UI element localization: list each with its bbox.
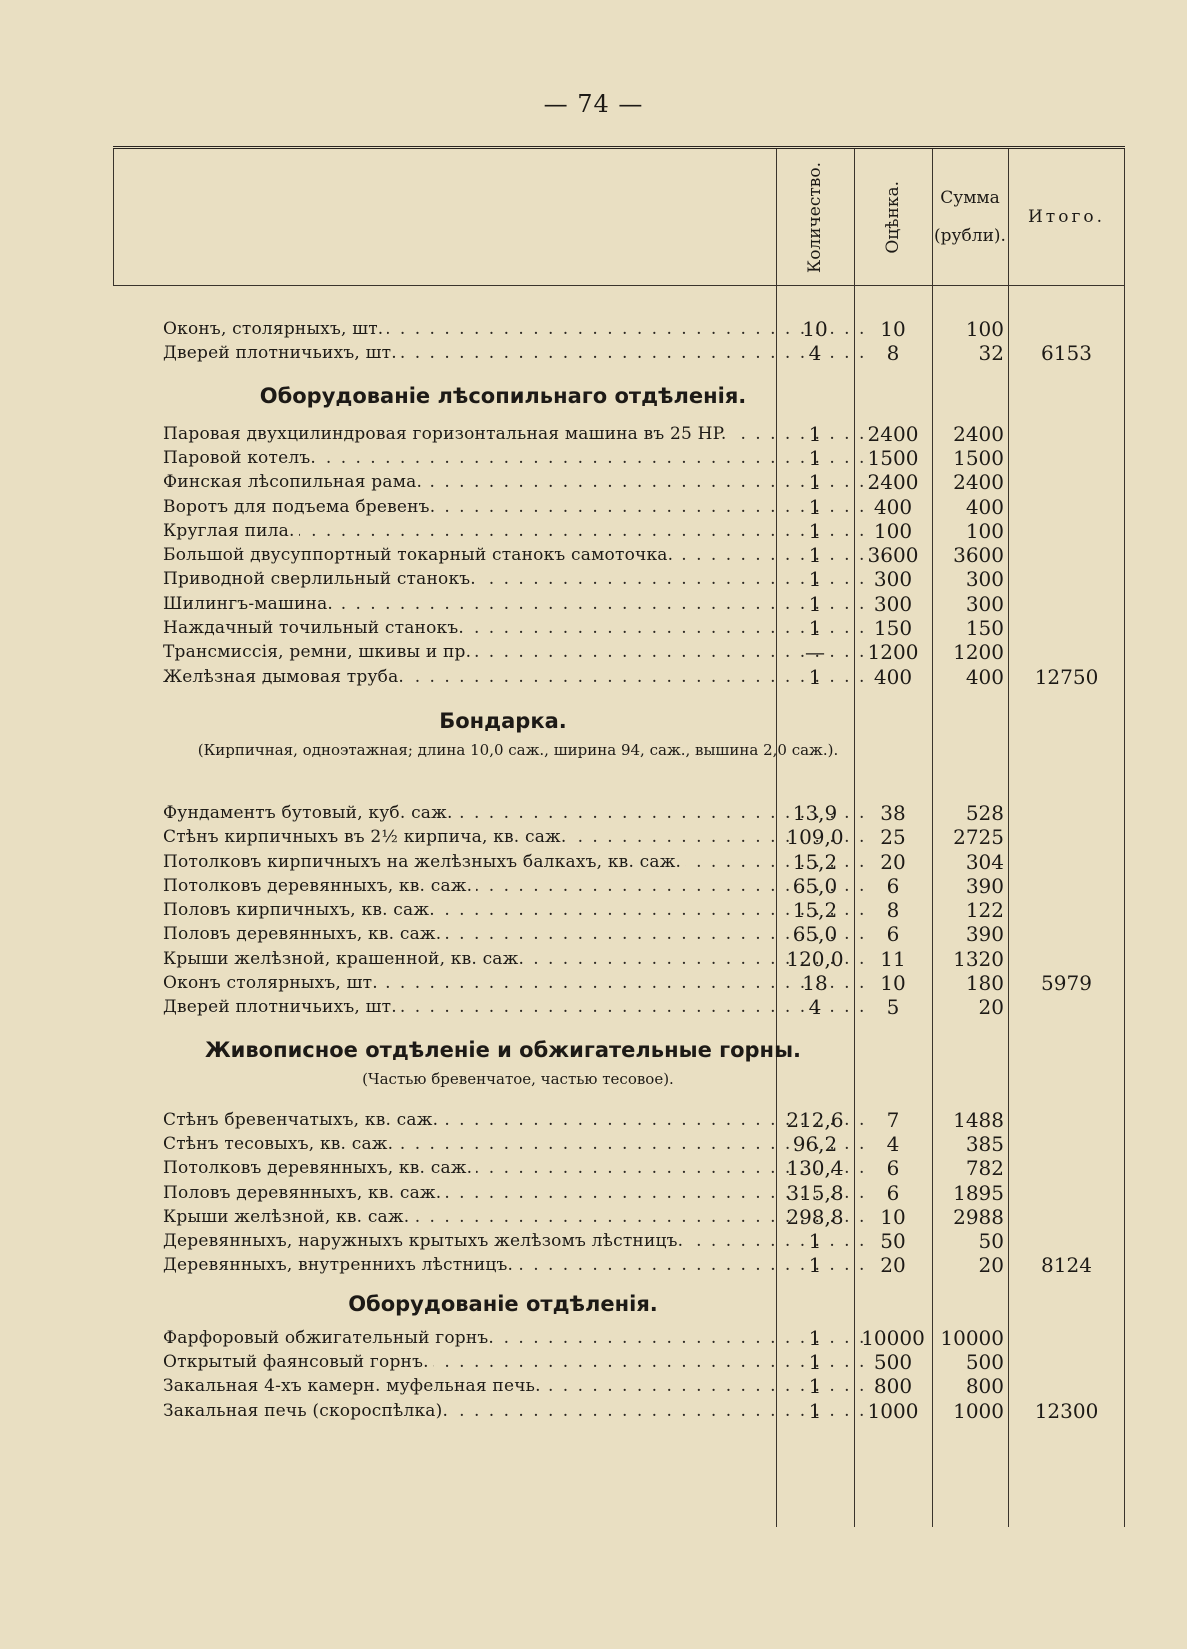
table-row bbox=[113, 1156, 1125, 1181]
row-price: 3600 bbox=[867, 543, 919, 568]
header-sum bbox=[932, 149, 1008, 285]
row-description-text: Деревянныхъ, внутреннихъ лѣстницъ. bbox=[163, 1255, 517, 1275]
row-total bbox=[1008, 922, 1125, 947]
row-sum: 180 bbox=[965, 971, 1004, 995]
row-quantity: 130,4 bbox=[786, 1156, 844, 1181]
section-heading: Оборудованіе лѣсопильнаго отдѣленія. bbox=[259, 383, 747, 408]
row-description-text: Стѣнъ кирпичныхъ въ 2½ кирпича, кв. саж. bbox=[163, 827, 571, 847]
section-note: (Кирпичная, одноэтажная; длина 10,0 саж., ширина 94, саж., вышина 2,0 саж.). bbox=[197, 740, 839, 759]
row-description-text: Стѣнъ тесовыхъ, кв. саж. bbox=[163, 1134, 397, 1154]
row-description-text: Половъ деревянныхъ, кв. саж. bbox=[163, 924, 445, 944]
row-description bbox=[163, 665, 873, 690]
table-row bbox=[113, 592, 1125, 617]
row-quantity: — bbox=[805, 640, 825, 665]
row-description-text: Дверей плотничьихъ, шт. bbox=[163, 997, 401, 1017]
row-description bbox=[163, 1326, 873, 1351]
row-price: 100 bbox=[873, 518, 913, 543]
row-quantity: 15,2 bbox=[792, 898, 838, 923]
row-description bbox=[163, 825, 873, 850]
row-sum: 2400 bbox=[953, 421, 1004, 446]
row-sum: 385 bbox=[965, 1131, 1004, 1156]
row-total bbox=[1008, 898, 1125, 923]
row-price: 38 bbox=[880, 800, 906, 825]
row-total bbox=[1008, 1326, 1125, 1351]
row-description-text: Крыши желѣзной, крашенной, кв. саж. bbox=[163, 949, 528, 969]
table-row bbox=[113, 1374, 1125, 1399]
row-description-text: Фундаментъ бутовый, куб. саж. bbox=[163, 803, 457, 823]
row-sum: 150 bbox=[965, 616, 1004, 640]
row-sum: 20 bbox=[978, 995, 1004, 1020]
row-total bbox=[1008, 1156, 1125, 1181]
row-description-text: Оконъ, столярныхъ, шт. bbox=[163, 319, 387, 339]
row-description-text: Паровая двухцилиндровая горизонтальная машина въ 25 HP. bbox=[163, 424, 730, 444]
row-price: 50 bbox=[880, 1229, 906, 1254]
row-quantity: 212,6 bbox=[786, 1107, 844, 1132]
row-total bbox=[1008, 470, 1125, 495]
row-price: 6 bbox=[886, 922, 900, 947]
row-quantity: 4 bbox=[808, 341, 822, 366]
table-row bbox=[113, 971, 1125, 996]
table-row bbox=[113, 1350, 1125, 1375]
row-total: 12300 bbox=[1034, 1398, 1099, 1423]
row-sum: 1000 bbox=[953, 1398, 1004, 1423]
row-description-text: Закальная 4-хъ камерн. муфельная печь. bbox=[163, 1376, 545, 1396]
row-description-text: Круглая пила. bbox=[163, 521, 299, 541]
row-price: 300 bbox=[873, 591, 913, 616]
row-quantity: 109,0 bbox=[786, 825, 844, 850]
row-quantity: 1 bbox=[808, 1229, 822, 1254]
row-price: 4 bbox=[886, 1131, 900, 1156]
row-description-text: Половъ кирпичныхъ, кв. саж. bbox=[163, 900, 439, 920]
row-price: 400 bbox=[873, 494, 913, 519]
row-sum: 800 bbox=[965, 1374, 1004, 1399]
row-description-text: Наждачный точильный станокъ. bbox=[163, 618, 468, 638]
header-total-label: Итого. bbox=[1027, 207, 1105, 227]
row-description bbox=[163, 446, 873, 471]
row-description bbox=[163, 1205, 873, 1230]
row-total bbox=[1008, 495, 1125, 520]
row-price: 1000 bbox=[867, 1398, 919, 1423]
section-note: (Частью бревенчатое, частью тесовое). bbox=[362, 1069, 674, 1088]
row-description bbox=[163, 1350, 873, 1375]
row-total bbox=[1008, 1374, 1125, 1399]
row-total: 8124 bbox=[1041, 1253, 1092, 1278]
table-row bbox=[113, 947, 1125, 972]
row-quantity: 1 bbox=[808, 494, 822, 519]
row-description-text: Шилингъ-машина. bbox=[163, 594, 337, 614]
table-row bbox=[113, 495, 1125, 520]
row-quantity: 4 bbox=[808, 995, 822, 1020]
header-sum-line1: Сумма bbox=[940, 188, 1000, 208]
table-row bbox=[113, 616, 1125, 641]
row-description-text: Потолковъ деревянныхъ, кв. саж. bbox=[163, 876, 476, 896]
row-sum: 390 bbox=[965, 922, 1004, 947]
row-sum: 400 bbox=[965, 494, 1004, 519]
table-row bbox=[113, 1108, 1125, 1133]
row-price: 6 bbox=[886, 873, 900, 898]
row-price: 20 bbox=[880, 849, 906, 874]
table-row bbox=[113, 665, 1125, 690]
row-sum: 122 bbox=[965, 898, 1004, 923]
row-sum: 100 bbox=[965, 317, 1004, 341]
row-quantity: 1 bbox=[808, 664, 822, 689]
table-row bbox=[113, 995, 1125, 1020]
row-sum: 1488 bbox=[953, 1107, 1004, 1132]
header-price-label: Оцѣнка. bbox=[883, 180, 903, 254]
row-quantity: 1 bbox=[808, 518, 822, 543]
row-description bbox=[163, 971, 873, 996]
row-quantity: 1 bbox=[808, 543, 822, 568]
row-description-text: Паровой котелъ. bbox=[163, 448, 320, 468]
row-quantity: 18 bbox=[802, 971, 828, 995]
table-row bbox=[113, 317, 1125, 342]
row-quantity: 10 bbox=[802, 317, 828, 341]
row-quantity: 1 bbox=[808, 591, 822, 616]
row-price: 500 bbox=[873, 1350, 913, 1374]
header-sum-line2: (рубли). bbox=[934, 226, 1006, 246]
table-row bbox=[113, 543, 1125, 568]
row-sum: 3600 bbox=[953, 543, 1004, 568]
row-quantity: 13,9 bbox=[792, 800, 838, 825]
row-price: 25 bbox=[880, 825, 906, 850]
row-total bbox=[1008, 567, 1125, 592]
row-quantity: 1 bbox=[808, 616, 822, 640]
row-total bbox=[1008, 1229, 1125, 1254]
row-total: 12750 bbox=[1034, 664, 1099, 689]
header-quantity bbox=[776, 149, 854, 285]
row-total bbox=[1008, 519, 1125, 544]
row-description bbox=[163, 1399, 873, 1424]
table-row bbox=[113, 922, 1125, 947]
row-quantity: 1 bbox=[808, 470, 822, 495]
row-quantity: 1 bbox=[808, 567, 822, 592]
row-price: 5 bbox=[886, 995, 900, 1020]
row-description bbox=[163, 470, 873, 495]
row-sum: 100 bbox=[965, 518, 1004, 543]
row-description bbox=[163, 543, 873, 568]
row-description bbox=[163, 1374, 873, 1399]
row-sum: 2400 bbox=[953, 470, 1004, 495]
row-sum: 304 bbox=[965, 849, 1004, 874]
row-description-text: Крыши желѣзной, кв. саж. bbox=[163, 1207, 413, 1227]
row-quantity: 1 bbox=[808, 421, 822, 446]
row-quantity: 1 bbox=[808, 1325, 822, 1350]
row-quantity: 1 bbox=[808, 1374, 822, 1399]
row-price: 2400 bbox=[867, 421, 919, 446]
row-description bbox=[163, 567, 873, 592]
table-row bbox=[113, 801, 1125, 826]
row-quantity: 96,2 bbox=[792, 1131, 838, 1156]
row-sum: 500 bbox=[965, 1350, 1004, 1374]
row-quantity: 315,8 bbox=[786, 1180, 844, 1205]
table-row bbox=[113, 1205, 1125, 1230]
row-description-text: Стѣнъ бревенчатыхъ, кв. саж. bbox=[163, 1110, 442, 1130]
row-description-text: Фарфоровый обжигательный горнъ. bbox=[163, 1328, 498, 1348]
row-description-text: Половъ деревянныхъ, кв. саж. bbox=[163, 1183, 445, 1203]
row-quantity: 1 bbox=[808, 1398, 822, 1423]
row-description bbox=[163, 947, 873, 972]
row-price: 6 bbox=[886, 1180, 900, 1205]
table-row bbox=[113, 446, 1125, 471]
row-description-text: Приводной сверлильный станокъ. bbox=[163, 569, 480, 589]
row-total bbox=[1008, 1205, 1125, 1230]
row-description-text: Потолковъ кирпичныхъ на желѣзныхъ балкахъ, кв. саж. bbox=[163, 852, 685, 872]
row-description bbox=[163, 519, 873, 544]
row-total bbox=[1008, 801, 1125, 826]
row-description-text: Потолковъ деревянныхъ, кв. саж. bbox=[163, 1158, 476, 1178]
row-price: 400 bbox=[873, 664, 913, 689]
row-description-text: Открытый фаянсовый горнъ. bbox=[163, 1352, 433, 1372]
row-sum: 1500 bbox=[953, 445, 1004, 470]
row-description bbox=[163, 922, 873, 947]
row-description-text: Трансмиссія, ремни, шкивы и пр. bbox=[163, 642, 475, 662]
row-sum: 1320 bbox=[953, 946, 1004, 971]
table-row bbox=[113, 898, 1125, 923]
row-description bbox=[163, 495, 873, 520]
section-heading: Живописное отдѣленіе и обжигательные горны. bbox=[204, 1037, 802, 1062]
row-sum: 400 bbox=[965, 664, 1004, 689]
row-price: 1500 bbox=[867, 445, 919, 470]
row-total bbox=[1008, 850, 1125, 875]
table-row bbox=[113, 567, 1125, 592]
table-row bbox=[113, 519, 1125, 544]
table-row bbox=[113, 341, 1125, 366]
row-description bbox=[163, 995, 873, 1020]
row-description-text: Деревянныхъ, наружныхъ крытыхъ желѣзомъ лѣстницъ. bbox=[163, 1231, 687, 1251]
row-quantity: 1 bbox=[808, 1253, 822, 1278]
row-total bbox=[1008, 543, 1125, 568]
row-description bbox=[163, 1229, 873, 1254]
table-row bbox=[113, 825, 1125, 850]
row-description bbox=[163, 801, 873, 826]
row-total bbox=[1008, 1350, 1125, 1375]
row-price: 150 bbox=[873, 616, 913, 640]
row-description-text: Оконъ столярныхъ, шт. bbox=[163, 973, 382, 993]
row-price: 7 bbox=[886, 1107, 900, 1132]
row-description-text: Желѣзная дымовая труба. bbox=[163, 667, 408, 687]
row-description bbox=[163, 850, 873, 875]
row-quantity: 65,0 bbox=[792, 873, 838, 898]
row-description bbox=[163, 898, 873, 923]
row-sum: 300 bbox=[965, 591, 1004, 616]
row-sum: 528 bbox=[965, 800, 1004, 825]
row-description-text: Закальная печь (скороспѣлка). bbox=[163, 1401, 452, 1421]
row-quantity: 120,0 bbox=[786, 946, 844, 971]
header-price bbox=[854, 149, 932, 285]
table-row bbox=[113, 1132, 1125, 1157]
table-row bbox=[113, 1253, 1125, 1278]
row-sum: 1200 bbox=[953, 640, 1004, 665]
row-total: 5979 bbox=[1041, 971, 1092, 995]
row-sum: 782 bbox=[965, 1156, 1004, 1181]
row-total bbox=[1008, 422, 1125, 447]
row-quantity: 1 bbox=[808, 1350, 822, 1374]
row-description bbox=[163, 341, 873, 366]
row-total bbox=[1008, 446, 1125, 471]
row-sum: 1895 bbox=[953, 1180, 1004, 1205]
row-price: 1200 bbox=[867, 640, 919, 665]
row-price: 10 bbox=[880, 1204, 906, 1229]
row-sum: 50 bbox=[978, 1229, 1004, 1254]
row-sum: 300 bbox=[965, 567, 1004, 592]
row-sum: 2725 bbox=[953, 825, 1004, 850]
row-total bbox=[1008, 1132, 1125, 1157]
row-total bbox=[1008, 1108, 1125, 1133]
row-sum: 10000 bbox=[940, 1325, 1004, 1350]
table-row bbox=[113, 874, 1125, 899]
row-sum: 390 bbox=[965, 873, 1004, 898]
row-description bbox=[163, 592, 873, 617]
row-sum: 20 bbox=[978, 1253, 1004, 1278]
table-row bbox=[113, 422, 1125, 447]
row-description bbox=[163, 640, 873, 665]
row-description-text: Воротъ для подъема бревенъ. bbox=[163, 497, 439, 517]
table-row bbox=[113, 470, 1125, 495]
row-description bbox=[163, 317, 873, 342]
row-total bbox=[1008, 592, 1125, 617]
row-description bbox=[163, 1108, 873, 1133]
table-row bbox=[113, 850, 1125, 875]
row-total bbox=[1008, 995, 1125, 1020]
row-total bbox=[1008, 874, 1125, 899]
row-quantity: 298,8 bbox=[786, 1204, 844, 1229]
ledger-table bbox=[113, 146, 1125, 1527]
row-price: 10 bbox=[880, 971, 906, 995]
table-row bbox=[113, 1326, 1125, 1351]
row-price: 10000 bbox=[861, 1325, 925, 1350]
row-total bbox=[1008, 616, 1125, 641]
row-price: 2400 bbox=[867, 470, 919, 495]
row-quantity: 65,0 bbox=[792, 922, 838, 947]
row-quantity: 15,2 bbox=[792, 849, 838, 874]
row-price: 8 bbox=[886, 341, 900, 366]
row-sum: 32 bbox=[978, 341, 1004, 366]
row-total bbox=[1008, 947, 1125, 972]
row-total: 6153 bbox=[1041, 341, 1092, 366]
row-total bbox=[1008, 317, 1125, 342]
row-description bbox=[163, 1156, 873, 1181]
row-description-text: Дверей плотничьихъ, шт. bbox=[163, 343, 401, 363]
row-price: 20 bbox=[880, 1253, 906, 1278]
table-row bbox=[113, 1399, 1125, 1424]
page-number: — 74 — bbox=[543, 90, 644, 118]
column-rule bbox=[113, 149, 114, 285]
row-description bbox=[163, 616, 873, 641]
row-price: 6 bbox=[886, 1156, 900, 1181]
row-description bbox=[163, 874, 873, 899]
header-rule bbox=[113, 285, 1125, 286]
row-description-text: Финская лѣсопильная рама. bbox=[163, 472, 426, 492]
row-price: 11 bbox=[880, 946, 906, 971]
header-quantity-label: Количество. bbox=[805, 161, 825, 273]
header-total bbox=[1008, 149, 1125, 285]
row-description bbox=[163, 1132, 873, 1157]
table-row bbox=[113, 640, 1125, 665]
row-description bbox=[163, 1181, 873, 1206]
row-price: 800 bbox=[873, 1374, 913, 1399]
row-total bbox=[1008, 825, 1125, 850]
row-description-text: Большой двусуппортный токарный станокъ самоточка. bbox=[163, 545, 677, 565]
section-heading: Оборудованіе отдѣленія. bbox=[348, 1291, 658, 1316]
row-total bbox=[1008, 640, 1125, 665]
row-total bbox=[1008, 1181, 1125, 1206]
row-description bbox=[163, 422, 873, 447]
row-price: 8 bbox=[886, 898, 900, 923]
row-sum: 2988 bbox=[953, 1204, 1004, 1229]
row-price: 10 bbox=[880, 317, 906, 341]
section-heading: Бондарка. bbox=[439, 708, 567, 733]
row-description bbox=[163, 1253, 873, 1278]
table-row bbox=[113, 1229, 1125, 1254]
row-price: 300 bbox=[873, 567, 913, 592]
row-quantity: 1 bbox=[808, 445, 822, 470]
table-row bbox=[113, 1181, 1125, 1206]
